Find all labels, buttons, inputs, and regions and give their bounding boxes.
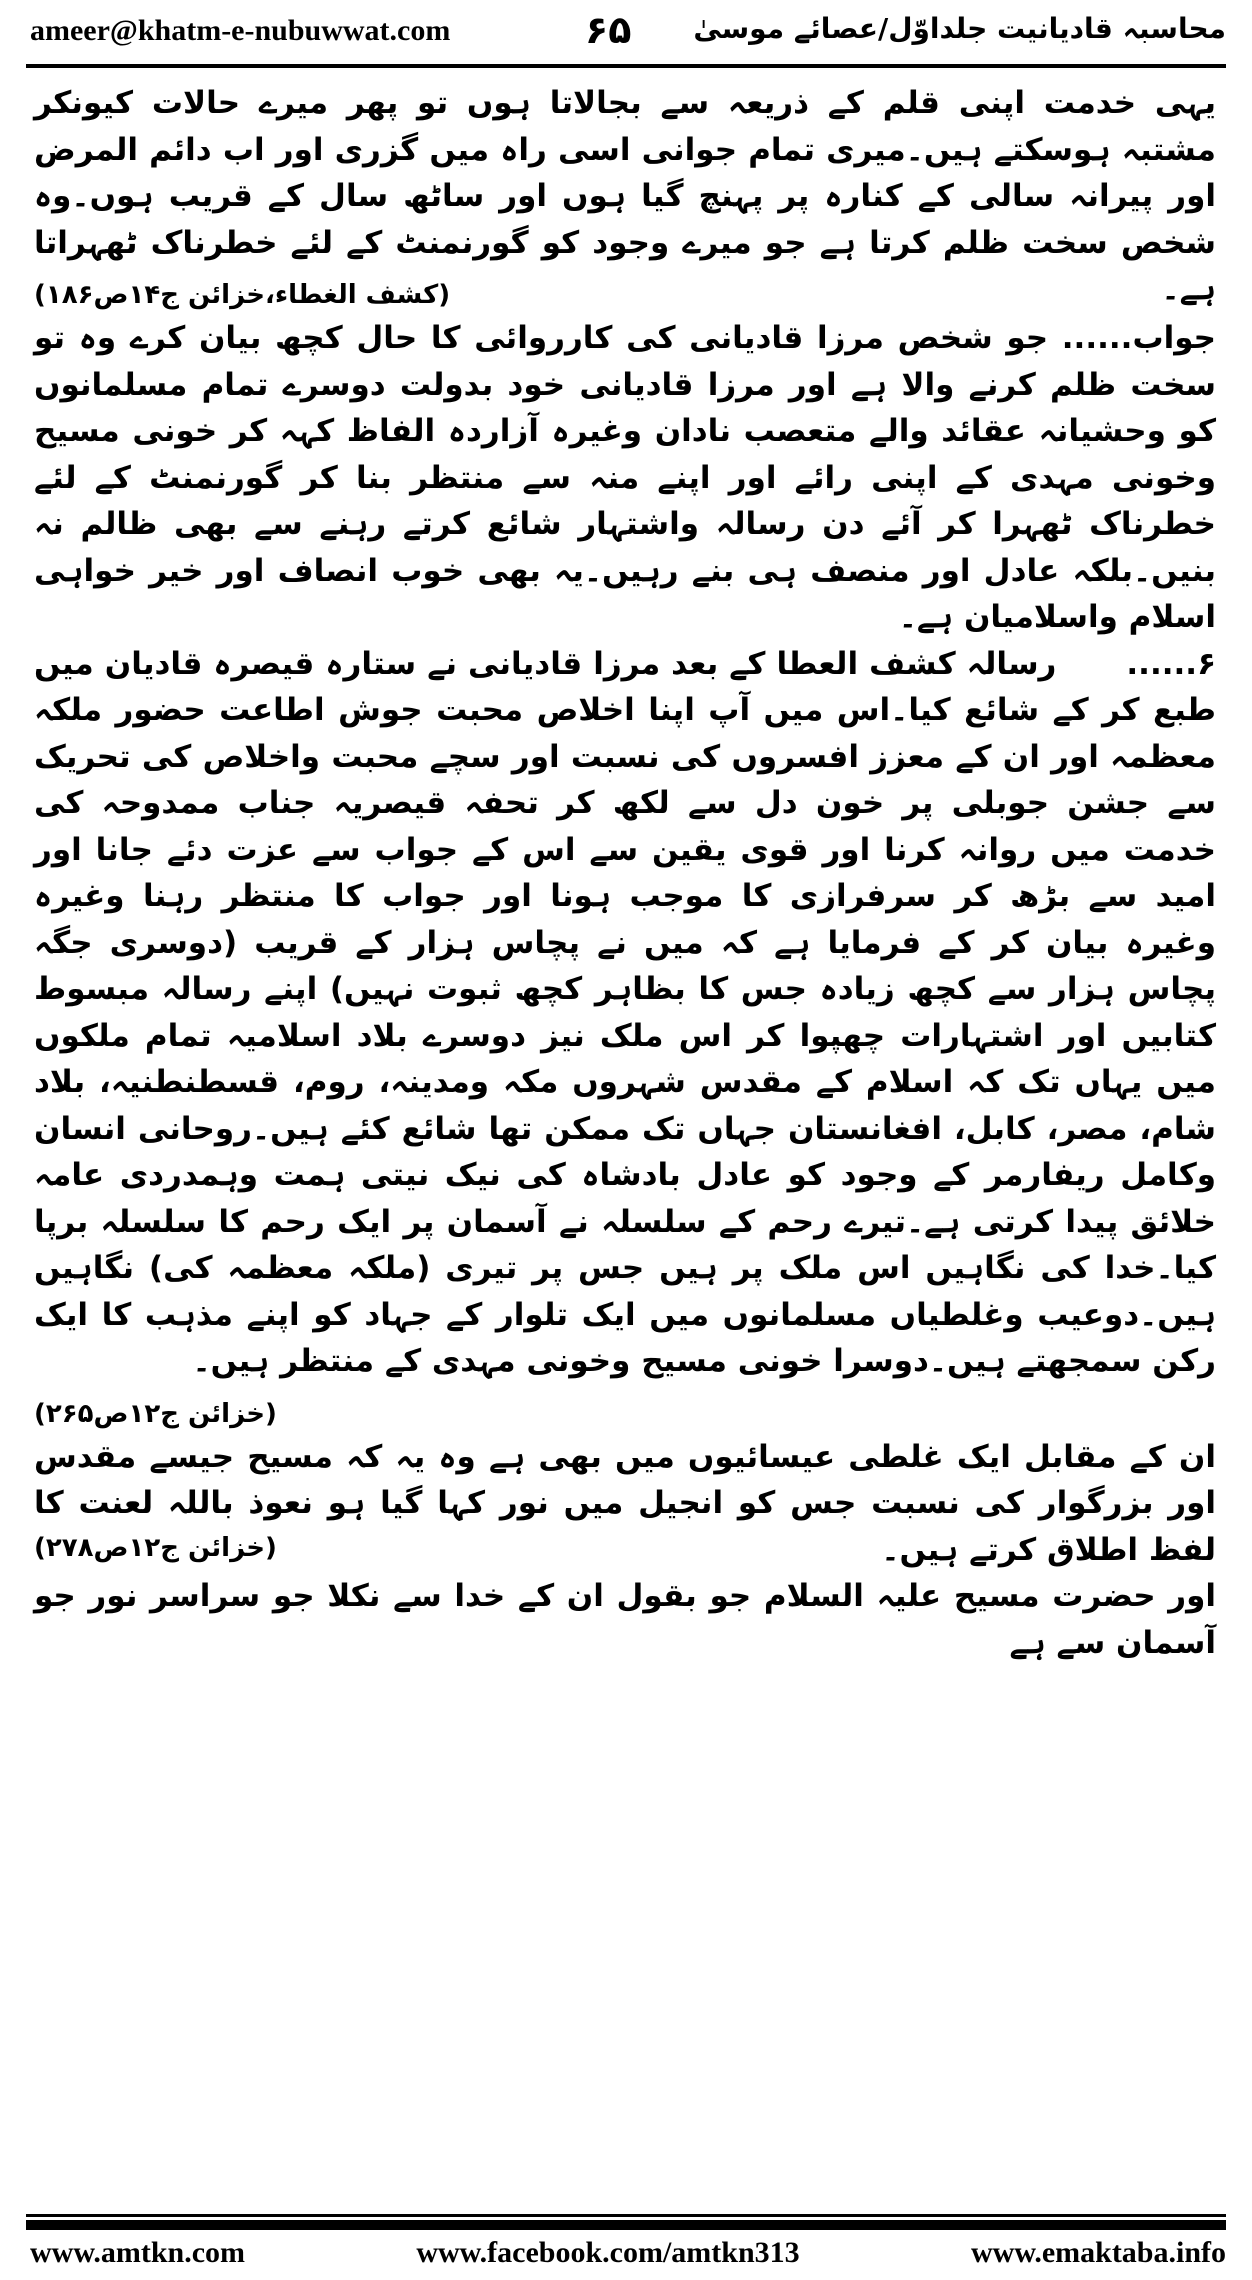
item-number: ۶...... <box>1126 645 1216 682</box>
page-body <box>34 80 1216 1666</box>
paragraph-1-text: یہی خدمت اپنی قلم کے ذریعہ سے بجالاتا ہوں تو پھر میرے حالات کیونکر مشتبہ ہوسکتے ہیں۔میری تمام جوانی اسی راہ میں گزری اور اب دائم المرض اور پیرانہ سالی کے کنارہ پر پہنچ گیا ہوں اور ساٹھ سال کے قریب ہوں۔وہ شخص سخت ظلم کرتا ہے جو میرے وجود کو گورنمنٹ کے لئے خطرناک ٹھہراتا ہے۔ <box>34 85 1216 307</box>
paragraph-5: اور حضرت مسیح علیہ السلام جو بقول ان کے خدا سے نکلا جو سراسر نور جو آسمان سے ہے <box>34 1578 1216 1661</box>
footer-link-facebook[interactable]: www.facebook.com/amtkn313 <box>416 2236 800 2269</box>
footer-link-emaktaba[interactable]: www.emaktaba.info <box>970 2236 1226 2269</box>
header-rule <box>26 64 1226 68</box>
page-number: ۶۵ <box>585 8 632 52</box>
page-footer <box>30 2236 1226 2276</box>
book-title: محاسبہ قادیانیت جلداوّل/عصائے موسیٰ <box>693 12 1226 45</box>
paragraph-3-text: رسالہ کشف العطا کے بعد مرزا قادیانی نے ستارہ قیصرہ قادیان میں طبع کر کے شائع کیا۔اس میں آپ اپنا اخلاص محبت جوش اطاعت حضور ملکہ معظمہ اور ان کے معزز افسروں کی نسبت اور سچے محبت واخلاص کی تحریک سے جشن جوبلی پر خون دل سے لکھ کر تحفہ قیصریہ جناب ممدوحہ کی خدمت میں روانہ کرنا اور قوی یقین سے اس کے جواب سے عزت دئے جانا اور امید سے بڑھ کر سرفرازی کا موجب ہونا اور جواب کا منتظر رہنا وغیرہ وغیرہ بیان کر کے فرمایا ہے کہ میں نے پچاس ہزار کے قریب (دوسری جگہ پچاس ہزار سے کچھ زیادہ جس کا بظاہر کچھ ثبوت نہیں) اپنے رسالہ مبسوط کتابیں اور اشتہارات چھپوا کر اس ملک نیز دوسرے بلاد اسلامیہ تمام ملکوں میں یہاں تک کہ اسلام کے مقدس شہروں مکہ ومدینہ، روم، قسطنطنیہ، بلاد شام، مصر، کابل، افغانستان جہاں تک ممکن تھا شائع کئے ہیں۔روحانی انسان وکامل ریفارمر کے وجود کو عادل بادشاہ کی نیک نیتی ہمت وہمدردی عامہ خلائق پیدا کرتی ہے۔تیرے رحم کے سلسلہ نے آسمان پر ایک رحم کا سلسلہ برپا کیا۔خدا کی نگاہیں اس ملک پر ہیں جس پر تیری (ملکہ معظمہ کی) نگاہیں ہیں۔دوعیب وغلطیاں مسلمانوں میں ایک تلوار کے جہاد کو اپنے مذہب کا ایک رکن سمجھتے ہیں۔دوسرا خونی مسیح وخونی مہدی کے منتظر ہیں۔ <box>34 645 1216 1379</box>
footer-link-amtkn[interactable]: www.amtkn.com <box>30 2236 245 2269</box>
paragraph-4 <box>34 1434 1216 1574</box>
page-header <box>30 8 1226 60</box>
footer-rule-thin <box>26 2214 1226 2217</box>
paragraph-1 <box>34 80 1216 313</box>
header-email: ameer@khatm-e-nubuwwat.com <box>30 14 451 47</box>
source-citation-3: (خزائن ج۱۲ص۲۷۸) <box>34 1532 277 1563</box>
footer-rule-thick <box>26 2220 1226 2230</box>
source-citation-1: (کشف الغطاء،خزائن ج۱۴ص۱۸۶) <box>34 280 451 310</box>
source-citation-2: (خزائن ج۱۲ص۲۶۵) <box>34 1398 277 1429</box>
paragraph-4-text: ان کے مقابل ایک غلطی عیسائیوں میں بھی ہے وہ یہ کہ مسیح جیسے مقدس اور بزرگوار کی نسبت جس کو انجیل میں نور کہا گیا ہو نعوذ باللہ لعنت کا لفظ اطلاق کرتے ہیں۔ <box>34 1438 1216 1568</box>
paragraph-3 <box>34 641 1216 1429</box>
paragraph-2: جواب...... جو شخص مرزا قادیانی کی کارروائی کا حال کچھ بیان کرے وہ تو سخت ظلم کرنے والا ہے اور مرزا قادیانی خود بدولت دوسرے تمام مسلمانوں کو وحشیانہ عقائد والے متعصب نادان وغیرہ آزاردہ الفاظ کہہ کر خونی مسیح وخونی مہدی کے اپنی رائے اور اپنے منہ سے منتظر بنا کر گورنمنٹ کے لئے خطرناک ٹھہرا کر آئے دن رسالہ واشتہار شائع کرتے رہنے سے بھی ظالم نہ بنیں۔بلکہ عادل اور منصف ہی بنے رہیں۔یہ بھی خوب انصاف اور خیر خواہی اسلام واسلامیان ہے۔ <box>34 320 1216 635</box>
